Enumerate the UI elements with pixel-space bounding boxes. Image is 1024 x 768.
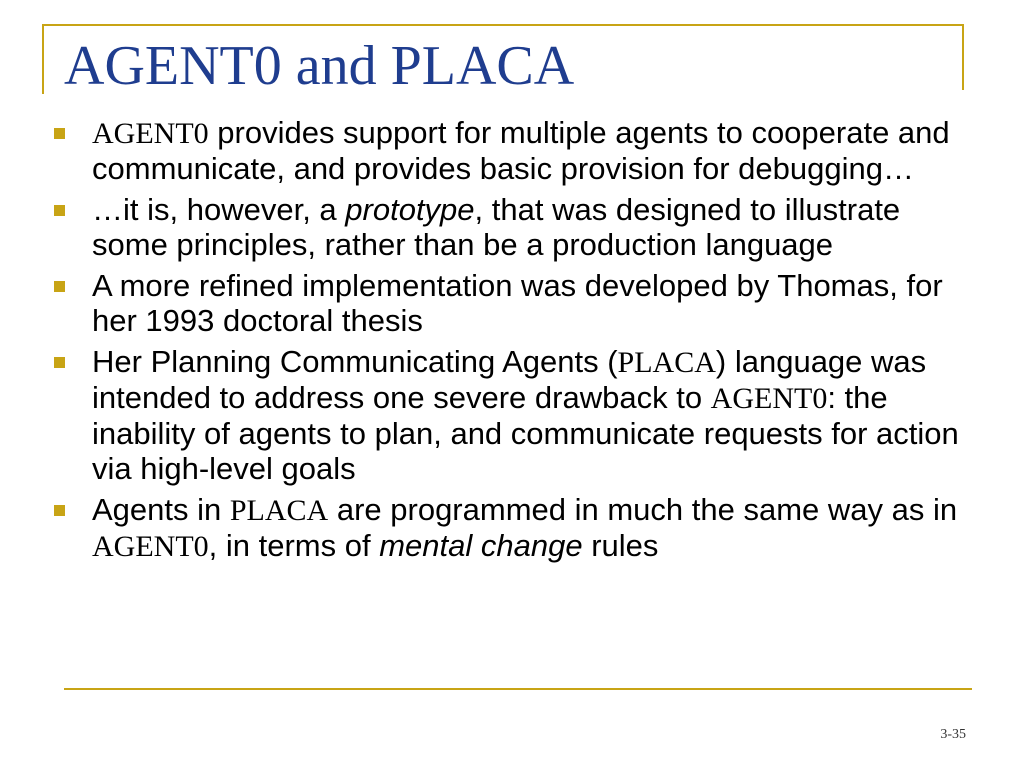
emphasis-text: prototype	[345, 192, 475, 227]
bullet-text: , in terms of	[208, 528, 380, 563]
bullet-item	[92, 115, 982, 186]
square-bullet-icon	[54, 505, 65, 516]
bullet-text: Agents in	[92, 492, 230, 527]
agent0-term: AGENT0	[710, 382, 828, 415]
slide-title: AGENT0 and PLACA	[64, 35, 575, 97]
bullet-item	[92, 268, 982, 338]
bullet-text: provides support for multiple agents to cooperate and communicate, and provides basic provision for debugging…	[92, 115, 950, 186]
bullet-text: …it is, however, a	[92, 192, 346, 227]
bullet-text: ) language was intended to address one severe drawback to	[92, 344, 927, 415]
placa-term: PLACA	[229, 494, 329, 527]
square-bullet-icon	[54, 128, 65, 139]
bullet-list	[92, 115, 982, 570]
bullet-item	[92, 344, 982, 486]
bullet-text: : the inability of agents to plan, and communicate requests for action via high-level goals	[92, 380, 959, 486]
bullet-text: are programmed in much the same way as in	[328, 492, 958, 527]
agent0-term: AGENT0	[92, 117, 209, 150]
frame-line-left	[42, 24, 44, 94]
bullet-item	[92, 192, 982, 262]
bullet-item	[92, 492, 982, 564]
square-bullet-icon	[54, 281, 65, 292]
square-bullet-icon	[54, 357, 65, 368]
frame-line-top	[42, 24, 964, 26]
placa-term: PLACA	[617, 346, 716, 379]
frame-line-bottom	[64, 688, 972, 690]
bullet-text: rules	[582, 528, 659, 563]
bullet-text: , that was designed to illustrate some principles, rather than be a production language	[92, 192, 901, 262]
emphasis-text: mental change	[379, 528, 583, 563]
bullet-text: A more refined implementation was developed by Thomas, for her 1993 doctoral thesis	[92, 268, 943, 338]
bullet-text: Her Planning Communicating Agents (	[92, 344, 618, 379]
square-bullet-icon	[54, 205, 65, 216]
frame-line-right	[962, 24, 964, 90]
page-number: 3-35	[940, 727, 966, 742]
agent0-term: AGENT0	[92, 530, 209, 563]
